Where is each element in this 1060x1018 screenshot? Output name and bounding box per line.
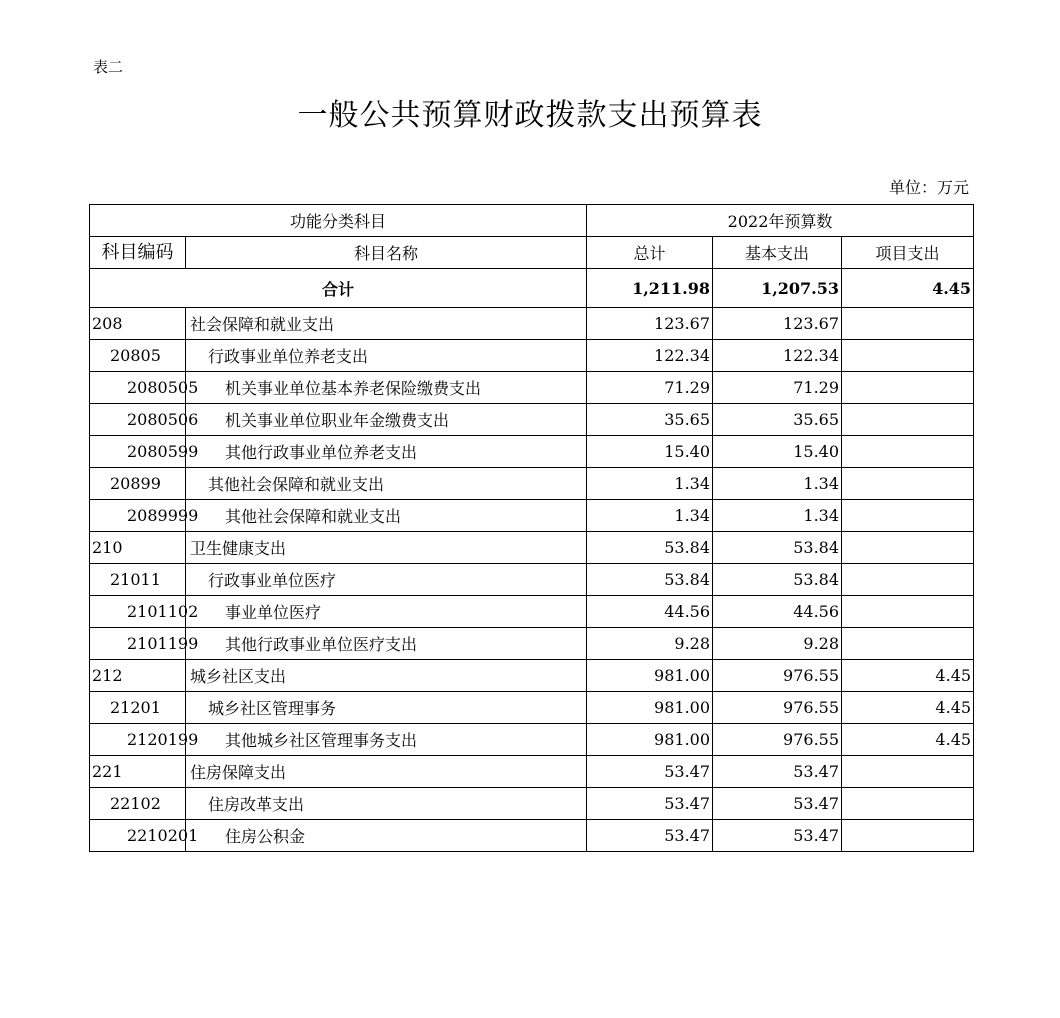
budget-table	[89, 204, 974, 852]
row-name-cell: 机关事业单位基本养老保险缴费支出	[186, 372, 587, 404]
table-row	[90, 628, 974, 660]
row-basic-cell: 53.47	[713, 756, 842, 788]
row-basic-cell: 976.55	[713, 692, 842, 724]
document-title: 一般公共预算财政拨款支出预算表	[297, 98, 763, 133]
row-total-cell: 981.00	[587, 660, 713, 692]
table-row	[90, 756, 974, 788]
row-project-cell	[842, 788, 974, 820]
row-name-cell: 其他社会保障和就业支出	[186, 500, 587, 532]
header-row-1	[90, 205, 974, 237]
row-basic-cell: 53.47	[713, 820, 842, 852]
table-row	[90, 468, 974, 500]
row-total-cell: 15.40	[587, 436, 713, 468]
total-label: 合计	[90, 269, 587, 308]
row-name-cell: 机关事业单位职业年金缴费支出	[186, 404, 587, 436]
row-name-cell: 城乡社区管理事务	[186, 692, 587, 724]
row-code-cell: 22102	[90, 788, 186, 820]
row-total-cell: 1.34	[587, 468, 713, 500]
row-name-cell: 住房改革支出	[186, 788, 587, 820]
row-code-cell: 2080505	[90, 372, 186, 404]
row-basic-cell: 71.29	[713, 372, 842, 404]
row-total-cell: 53.84	[587, 532, 713, 564]
table-number: 表二	[93, 58, 124, 76]
row-code-cell: 21011	[90, 564, 186, 596]
row-total-cell: 53.47	[587, 788, 713, 820]
row-total-cell: 123.67	[587, 308, 713, 340]
total-header: 总计	[587, 237, 713, 269]
row-name-cell: 行政事业单位养老支出	[186, 340, 587, 372]
budget-year-header: 2022年预算数	[587, 205, 974, 237]
row-basic-cell: 976.55	[713, 660, 842, 692]
row-basic-cell: 9.28	[713, 628, 842, 660]
row-project-cell	[842, 340, 974, 372]
row-code-cell: 20805	[90, 340, 186, 372]
row-name-cell: 社会保障和就业支出	[186, 308, 587, 340]
row-project-cell	[842, 468, 974, 500]
row-project-cell	[842, 596, 974, 628]
row-basic-cell: 1.34	[713, 500, 842, 532]
name-header: 科目名称	[186, 237, 587, 269]
code-header: 科目编码	[90, 237, 186, 269]
total-row	[90, 269, 974, 308]
row-basic-cell: 15.40	[713, 436, 842, 468]
row-project-cell	[842, 404, 974, 436]
row-name-cell: 住房公积金	[186, 820, 587, 852]
row-total-cell: 9.28	[587, 628, 713, 660]
row-project-cell	[842, 820, 974, 852]
row-basic-cell: 123.67	[713, 308, 842, 340]
row-name-cell: 其他行政事业单位医疗支出	[186, 628, 587, 660]
row-code-cell: 2101199	[90, 628, 186, 660]
row-code-cell: 221	[90, 756, 186, 788]
row-code-cell: 210	[90, 532, 186, 564]
unit-label: 单位：万元	[888, 178, 969, 197]
row-name-cell: 其他社会保障和就业支出	[186, 468, 587, 500]
basic-header: 基本支出	[713, 237, 842, 269]
row-total-cell: 53.47	[587, 756, 713, 788]
row-project-cell	[842, 564, 974, 596]
row-project-cell	[842, 500, 974, 532]
table-row	[90, 596, 974, 628]
row-code-cell: 2120199	[90, 724, 186, 756]
table-row	[90, 404, 974, 436]
row-basic-cell: 53.84	[713, 532, 842, 564]
row-project-cell: 4.45	[842, 660, 974, 692]
row-name-cell: 其他行政事业单位养老支出	[186, 436, 587, 468]
row-total-cell: 71.29	[587, 372, 713, 404]
row-project-cell	[842, 532, 974, 564]
row-basic-cell: 44.56	[713, 596, 842, 628]
row-project-cell	[842, 372, 974, 404]
row-total-cell: 35.65	[587, 404, 713, 436]
row-code-cell: 208	[90, 308, 186, 340]
row-total-cell: 53.84	[587, 564, 713, 596]
table-row	[90, 724, 974, 756]
row-basic-cell: 976.55	[713, 724, 842, 756]
row-basic-cell: 53.47	[713, 788, 842, 820]
table-row	[90, 500, 974, 532]
row-total-cell: 44.56	[587, 596, 713, 628]
row-code-cell: 2080506	[90, 404, 186, 436]
total-project-cell: 4.45	[842, 269, 974, 308]
row-name-cell: 城乡社区支出	[186, 660, 587, 692]
row-project-cell	[842, 308, 974, 340]
row-code-cell: 2210201	[90, 820, 186, 852]
row-project-cell	[842, 436, 974, 468]
row-basic-cell: 53.84	[713, 564, 842, 596]
row-name-cell: 其他城乡社区管理事务支出	[186, 724, 587, 756]
row-total-cell: 53.47	[587, 820, 713, 852]
row-basic-cell: 1.34	[713, 468, 842, 500]
row-basic-cell: 122.34	[713, 340, 842, 372]
row-total-cell: 981.00	[587, 724, 713, 756]
row-code-cell: 2089999	[90, 500, 186, 532]
row-code-cell: 212	[90, 660, 186, 692]
table-row	[90, 660, 974, 692]
row-project-cell: 4.45	[842, 692, 974, 724]
total-basic-cell: 1,207.53	[713, 269, 842, 308]
row-project-cell	[842, 756, 974, 788]
row-code-cell: 21201	[90, 692, 186, 724]
row-total-cell: 122.34	[587, 340, 713, 372]
row-name-cell: 行政事业单位医疗	[186, 564, 587, 596]
row-project-cell: 4.45	[842, 724, 974, 756]
table-row	[90, 820, 974, 852]
table-row	[90, 340, 974, 372]
header-row-2	[90, 237, 974, 269]
row-code-cell: 2101102	[90, 596, 186, 628]
row-name-cell: 住房保障支出	[186, 756, 587, 788]
row-code-cell: 2080599	[90, 436, 186, 468]
row-name-cell: 卫生健康支出	[186, 532, 587, 564]
row-total-cell: 981.00	[587, 692, 713, 724]
row-name-cell: 事业单位医疗	[186, 596, 587, 628]
row-total-cell: 1.34	[587, 500, 713, 532]
table-row	[90, 564, 974, 596]
table-row	[90, 788, 974, 820]
table-row	[90, 372, 974, 404]
table-row	[90, 532, 974, 564]
table-row	[90, 308, 974, 340]
total-sum-cell: 1,211.98	[587, 269, 713, 308]
row-project-cell	[842, 628, 974, 660]
row-code-cell: 20899	[90, 468, 186, 500]
row-basic-cell: 35.65	[713, 404, 842, 436]
table-row	[90, 692, 974, 724]
table-row	[90, 436, 974, 468]
func-class-header: 功能分类科目	[90, 205, 587, 237]
project-header: 项目支出	[842, 237, 974, 269]
